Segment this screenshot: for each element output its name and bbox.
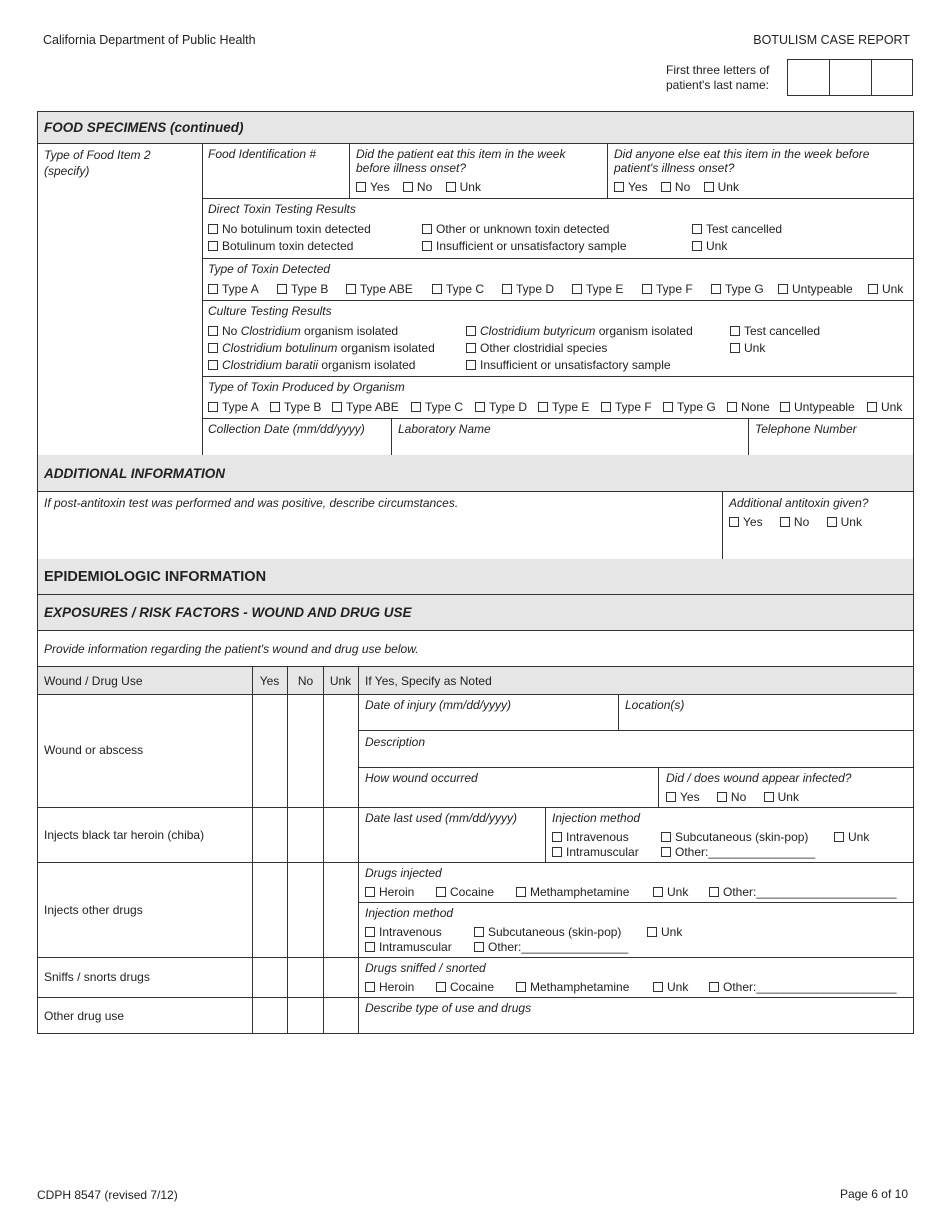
other-use-unk-cell[interactable] [324, 998, 358, 1033]
checkbox-icon [653, 982, 663, 992]
checkbox-icon [729, 517, 739, 527]
checkbox-icon [661, 847, 671, 857]
food-specimens-header [38, 112, 913, 144]
checkbox-icon [730, 343, 740, 353]
toxin-produced-none[interactable]: None [727, 400, 770, 414]
patient-ate-label: Did the patient eat this item in the week before illness onset? [356, 147, 566, 175]
exposures-header [37, 594, 914, 631]
checkbox-icon [411, 402, 421, 412]
culture-opt-unk[interactable]: Unk [730, 341, 765, 355]
checkbox-icon [346, 284, 356, 294]
description-label: Description [365, 735, 426, 749]
checkbox-icon [834, 832, 844, 842]
black-tar-other[interactable]: Other:________________ [661, 845, 815, 859]
checkbox-icon [663, 402, 673, 412]
checkbox-icon [466, 360, 476, 370]
infected-options [666, 790, 799, 804]
anyone-else-ate-label: Did anyone else eat this item in the week before patient's illness onset? [614, 147, 870, 175]
infected-no[interactable]: No [717, 790, 746, 804]
divider [358, 767, 913, 768]
checkbox-icon [422, 241, 432, 251]
other-drugs-unk-cell[interactable] [324, 863, 358, 957]
checkbox-icon [780, 402, 790, 412]
toxin-produced-f[interactable]: Type F [601, 400, 652, 414]
antitoxin-given-options [729, 515, 862, 529]
checkbox-icon [661, 182, 671, 192]
checkbox-icon [780, 517, 790, 527]
toxin-detected-e[interactable]: Type E [572, 282, 623, 296]
sniffs-yes-cell[interactable] [253, 958, 287, 997]
black-tar-subcutaneous[interactable]: Subcutaneous (skin-pop) [661, 830, 808, 844]
checkbox-icon [436, 887, 446, 897]
lab-name-label: Laboratory Name [398, 422, 491, 436]
checkbox-icon [709, 982, 719, 992]
checkbox-icon [516, 887, 526, 897]
divider [202, 258, 913, 259]
checkbox-icon [572, 284, 582, 294]
checkbox-icon [208, 284, 218, 294]
checkbox-icon [730, 326, 740, 336]
patient-ate-unk[interactable]: Unk [446, 180, 481, 194]
food-specimens-title: FOOD SPECIMENS (continued) [44, 120, 244, 135]
checkbox-icon [827, 517, 837, 527]
checkbox-icon [208, 343, 218, 353]
antitoxin-unk[interactable]: Unk [827, 515, 862, 529]
checkbox-icon [365, 942, 375, 952]
direct-toxin-label: Direct Toxin Testing Results [208, 202, 356, 216]
drugs-injected-label: Drugs injected [365, 866, 442, 880]
toxin-produced-c[interactable]: Type C [411, 400, 463, 414]
culture-opt-butyricum[interactable]: Clostridium butyricum organism isolated [466, 324, 693, 338]
antitoxin-given-label: Additional antitoxin given? [729, 496, 869, 510]
infected-label: Did / does wound appear infected? [666, 771, 852, 785]
drugs-injected-meth[interactable]: Methamphetamine [516, 885, 629, 899]
drugs-sniffed-label: Drugs sniffed / snorted [365, 961, 486, 975]
toxin-detected-abe[interactable]: Type ABE [346, 282, 413, 296]
black-tar-intravenous[interactable]: Intravenous [552, 830, 629, 844]
checkbox-icon [868, 284, 878, 294]
row-label-wound: Wound or abscess [44, 743, 144, 757]
checkbox-icon [538, 402, 548, 412]
last-name-label [666, 63, 769, 93]
patient-ate-no[interactable]: No [403, 180, 432, 194]
additional-info-header [37, 455, 914, 492]
anyone-else-ate-unk[interactable]: Unk [704, 180, 739, 194]
checkbox-icon [661, 832, 671, 842]
direct-toxin-opt-detected[interactable]: Botulinum toxin detected [208, 239, 353, 253]
divider [748, 418, 749, 456]
checkbox-icon [208, 224, 218, 234]
wound-unk-cell[interactable] [324, 695, 358, 807]
sniffs-unk-cell[interactable] [324, 958, 358, 997]
checkbox-icon [208, 360, 218, 370]
drugs-injected-cocaine[interactable]: Cocaine [436, 885, 494, 899]
exposures-title: EXPOSURES / RISK FACTORS - WOUND AND DRUG USE [44, 605, 412, 620]
checkbox-icon [614, 182, 624, 192]
checkbox-icon [601, 402, 611, 412]
direct-toxin-opt-insufficient[interactable]: Insufficient or unsatisfactory sample [422, 239, 627, 253]
wound-drug-table [37, 667, 914, 1034]
black-tar-no-cell[interactable] [288, 808, 323, 862]
toxin-detected-f[interactable]: Type F [642, 282, 693, 296]
sniffed-heroin[interactable]: Heroin [365, 980, 414, 994]
checkbox-icon [365, 887, 375, 897]
checkbox-icon [475, 402, 485, 412]
toxin-produced-b[interactable]: Type B [270, 400, 321, 414]
food-specimens-section [37, 111, 914, 457]
infected-unk[interactable]: Unk [764, 790, 799, 804]
row-label-other-drugs: Injects other drugs [44, 903, 143, 917]
wound-no-cell[interactable] [288, 695, 323, 807]
epi-title: EPIDEMIOLOGIC INFORMATION [44, 569, 267, 585]
checkbox-icon [642, 284, 652, 294]
checkbox-icon [647, 927, 657, 937]
divider [391, 418, 392, 456]
last-name-letter-2[interactable] [830, 60, 872, 95]
checkbox-icon [867, 402, 877, 412]
row-label-sniffs: Sniffs / snorts drugs [44, 970, 150, 984]
toxin-detected-unk[interactable]: Unk [868, 282, 903, 296]
checkbox-icon [208, 326, 218, 336]
checkbox-icon [552, 832, 562, 842]
antitoxin-no[interactable]: No [780, 515, 809, 529]
date-last-used-label: Date last used (mm/dd/yyyy) [365, 811, 518, 825]
checkbox-icon [356, 182, 366, 192]
checkbox-icon [666, 792, 676, 802]
col-header-specify: If Yes, Specify as Noted [365, 674, 492, 688]
black-tar-intramuscular[interactable]: Intramuscular [552, 845, 639, 859]
drugs-injected-heroin[interactable]: Heroin [365, 885, 414, 899]
sniffed-other[interactable]: Other:_____________________ [709, 980, 897, 994]
additional-info-body [37, 491, 914, 561]
table-header-row [38, 667, 913, 695]
toxin-produced-abe[interactable]: Type ABE [332, 400, 399, 414]
anyone-else-ate-options [614, 180, 739, 194]
sniffed-cocaine[interactable]: Cocaine [436, 980, 494, 994]
black-tar-yes-cell[interactable] [253, 808, 287, 862]
other-drugs-intravenous[interactable]: Intravenous [365, 925, 442, 939]
checkbox-icon [332, 402, 342, 412]
patient-ate-options [356, 180, 481, 194]
other-drugs-inj-method-label: Injection method [365, 906, 454, 920]
checkbox-icon [552, 847, 562, 857]
toxin-detected-b[interactable]: Type B [277, 282, 328, 296]
black-tar-inj-method-label: Injection method [552, 811, 641, 825]
checkbox-icon [436, 982, 446, 992]
other-drugs-intramuscular[interactable]: Intramuscular [365, 940, 452, 954]
checkbox-icon [403, 182, 413, 192]
checkbox-icon [502, 284, 512, 294]
antitoxin-yes[interactable]: Yes [729, 515, 763, 529]
toxin-detected-a[interactable]: Type A [208, 282, 259, 296]
sniffs-no-cell[interactable] [288, 958, 323, 997]
post-antitoxin-label: If post-antitoxin test was performed and was positive, describe circumstances. [44, 496, 459, 510]
toxin-produced-a[interactable]: Type A [208, 400, 259, 414]
wound-yes-cell[interactable] [253, 695, 287, 807]
checkbox-icon [764, 792, 774, 802]
divider [658, 767, 659, 807]
checkbox-icon [277, 284, 287, 294]
divider [722, 492, 723, 560]
how-occurred-label: How wound occurred [365, 771, 478, 785]
divider [38, 862, 913, 863]
last-name-boxes [787, 59, 913, 96]
direct-toxin-opt-none[interactable]: No botulinum toxin detected [208, 222, 371, 236]
checkbox-icon [709, 887, 719, 897]
other-drugs-yes-cell[interactable] [253, 863, 287, 957]
checkbox-icon [432, 284, 442, 294]
toxin-detected-c[interactable]: Type C [432, 282, 484, 296]
checkbox-icon [466, 343, 476, 353]
describe-use-label: Describe type of use and drugs [365, 1001, 532, 1015]
culture-opt-cancelled[interactable]: Test cancelled [730, 324, 820, 338]
other-drugs-other[interactable]: Other:________________ [474, 940, 628, 954]
checkbox-icon [711, 284, 721, 294]
checkbox-icon [727, 402, 737, 412]
last-name-letter-1[interactable] [788, 60, 830, 95]
divider [545, 807, 546, 862]
toxin-detected-d[interactable]: Type D [502, 282, 554, 296]
agency-name: California Department of Public Health [43, 33, 256, 47]
toxin-produced-d[interactable]: Type D [475, 400, 527, 414]
divider [202, 376, 913, 377]
toxin-detected-g[interactable]: Type G [711, 282, 764, 296]
epi-header [37, 559, 914, 595]
toxin-produced-g[interactable]: Type G [663, 400, 716, 414]
checkbox-icon [208, 402, 218, 412]
divider [349, 144, 350, 198]
toxin-produced-label: Type of Toxin Produced by Organism [208, 380, 405, 394]
checkbox-icon [474, 927, 484, 937]
checkbox-icon [270, 402, 280, 412]
divider [618, 695, 619, 731]
black-tar-unk[interactable]: Unk [834, 830, 869, 844]
exposures-instructions: Provide information regarding the patient's wound and drug use below. [44, 642, 419, 656]
culture-opt-insufficient[interactable]: Insufficient or unsatisfactory sample [466, 358, 671, 372]
checkbox-icon [365, 927, 375, 937]
checkbox-icon [474, 942, 484, 952]
direct-toxin-opt-other[interactable]: Other or unknown toxin detected [422, 222, 609, 236]
toxin-produced-e[interactable]: Type E [538, 400, 589, 414]
culture-label: Culture Testing Results [208, 304, 332, 318]
row-label-black-tar: Injects black tar heroin (chiba) [44, 828, 205, 842]
other-drugs-unk[interactable]: Unk [647, 925, 682, 939]
last-name-letter-3[interactable] [872, 60, 912, 95]
checkbox-icon [692, 224, 702, 234]
col-header-yes: Yes [259, 674, 280, 688]
checkbox-icon [717, 792, 727, 802]
checkbox-icon [208, 241, 218, 251]
divider [202, 198, 913, 199]
divider [202, 300, 913, 301]
divider [358, 902, 913, 903]
checkbox-icon [365, 982, 375, 992]
last-name-label-line2: patient's last name: [666, 78, 770, 92]
checkbox-icon [422, 224, 432, 234]
culture-opt-baratii[interactable]: Clostridium baratii organism isolated [208, 358, 415, 372]
divider [358, 730, 913, 731]
row-label-other-use: Other drug use [44, 1009, 125, 1023]
divider [607, 144, 608, 198]
type-food-item-label: Type of Food Item 2 (specify) [44, 148, 151, 178]
divider [38, 957, 913, 958]
checkbox-icon [692, 241, 702, 251]
sniffed-meth[interactable]: Methamphetamine [516, 980, 629, 994]
other-drugs-no-cell[interactable] [288, 863, 323, 957]
other-use-no-cell[interactable] [288, 998, 323, 1033]
anyone-else-ate-yes[interactable]: Yes [614, 180, 648, 194]
sniffed-unk[interactable]: Unk [653, 980, 688, 994]
culture-opt-other-species[interactable]: Other clostridial species [466, 341, 607, 355]
telephone-label: Telephone Number [755, 422, 857, 436]
toxin-detected-label: Type of Toxin Detected [208, 262, 331, 276]
exposures-instructions-row [37, 630, 914, 667]
checkbox-icon [446, 182, 456, 192]
form-id: CDPH 8547 (revised 7/12) [37, 1188, 178, 1202]
divider [38, 807, 913, 808]
checkbox-icon [704, 182, 714, 192]
additional-info-title: ADDITIONAL INFORMATION [44, 466, 225, 481]
divider [38, 997, 913, 998]
col-header-wound-drug: Wound / Drug Use [44, 674, 143, 688]
direct-toxin-opt-unk[interactable]: Unk [692, 239, 727, 253]
divider [358, 667, 359, 1033]
col-header-unk: Unk [329, 674, 352, 688]
drugs-injected-unk[interactable]: Unk [653, 885, 688, 899]
anyone-else-ate-no[interactable]: No [661, 180, 690, 194]
other-drugs-subcutaneous[interactable]: Subcutaneous (skin-pop) [474, 925, 621, 939]
col-header-no: No [297, 674, 314, 688]
toxin-produced-unk[interactable]: Unk [867, 400, 902, 414]
date-injury-label: Date of injury (mm/dd/yyyy) [365, 698, 512, 712]
culture-opt-botulinum[interactable]: Clostridium botulinum organism isolated [208, 341, 435, 355]
checkbox-icon [516, 982, 526, 992]
last-name-label-line1: First three letters of [666, 63, 770, 77]
black-tar-unk-cell[interactable] [324, 808, 358, 862]
drugs-injected-other[interactable]: Other:_____________________ [709, 885, 897, 899]
food-id-label: Food Identification # [208, 147, 317, 161]
direct-toxin-opt-cancelled[interactable]: Test cancelled [692, 222, 782, 236]
report-title: BOTULISM CASE REPORT [753, 33, 910, 47]
divider [202, 418, 913, 419]
culture-opt-none[interactable]: No Clostridium organism isolated [208, 324, 398, 338]
patient-ate-yes[interactable]: Yes [356, 180, 390, 194]
infected-yes[interactable]: Yes [666, 790, 700, 804]
checkbox-icon [653, 887, 663, 897]
toxin-produced-untypeable[interactable]: Untypeable [780, 400, 855, 414]
other-use-yes-cell[interactable] [253, 998, 287, 1033]
checkbox-icon [778, 284, 788, 294]
checkbox-icon [466, 326, 476, 336]
toxin-detected-untypeable[interactable]: Untypeable [778, 282, 853, 296]
page-number: Page 6 of 10 [839, 1187, 908, 1201]
collection-date-label: Collection Date (mm/dd/yyyy) [208, 422, 365, 436]
locations-label: Location(s) [625, 698, 685, 712]
